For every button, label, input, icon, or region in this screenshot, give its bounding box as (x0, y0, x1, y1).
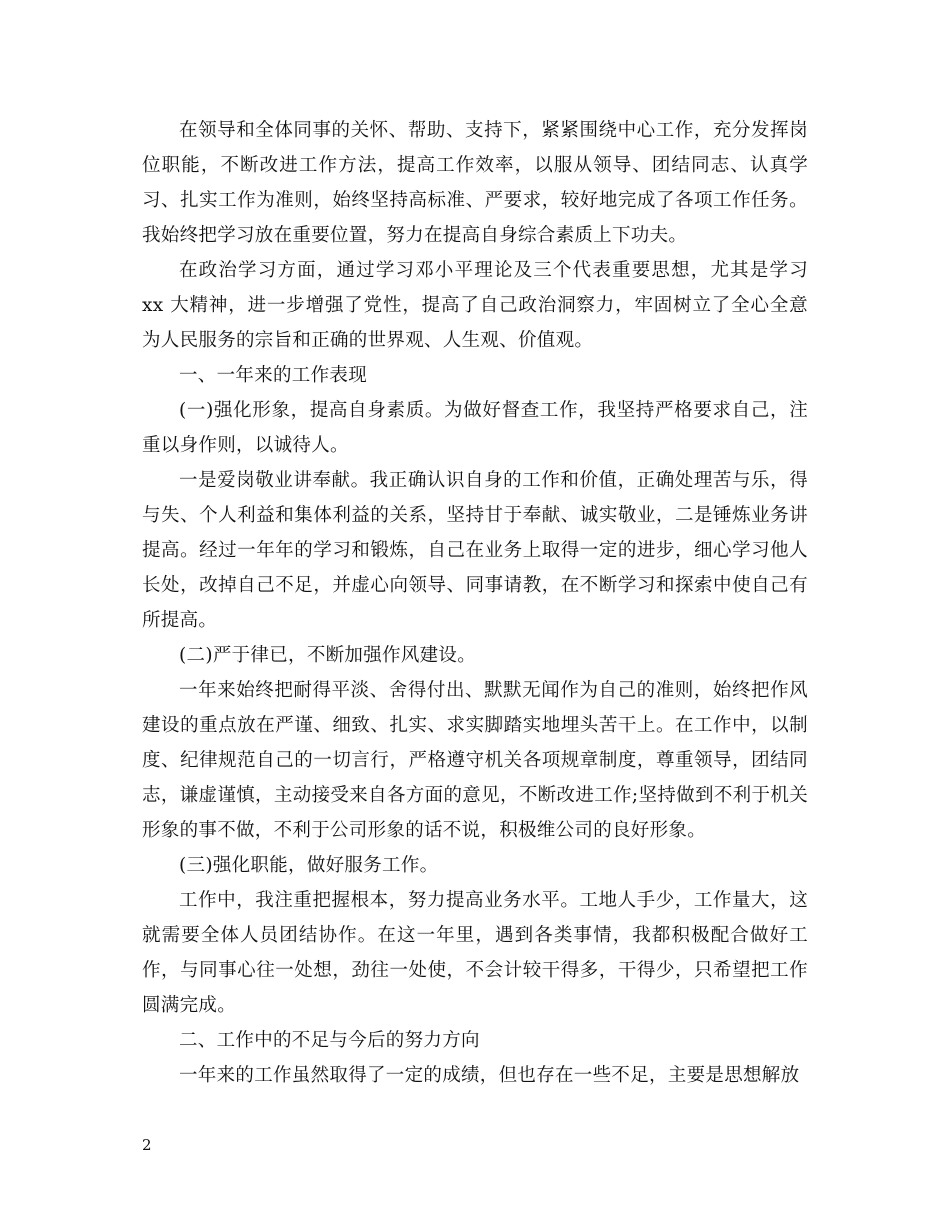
paragraph-teamwork: 工作中，我注重把握根本，努力提高业务水平。工地人手少，工作量大，这就需要全体人员团结协作。在这一年里，遇到各类事情，我都积极配合做好工作，与同事心往一处想，劲往一处使，不会计较干得多，干得少，只希望把工作圆满完成。 (142, 890, 808, 1016)
paragraph-work-style: 一年来始终把耐得平淡、舍得付出、默默无闻作为自己的准则，始终把作风建设的重点放在严谨、细致、扎实、求实脚踏实地埋头苦干上。在工作中，以制度、纪律规范自己的一切言行，严格遵守机关各项规章制度，尊重领导，团结同志，谦虚谨慎，主动接受来自各方面的意见，不断改进工作;坚持做到不利于机关形象的事不做，不利于公司形象的话不说，积极维公司的良好形象。 (142, 680, 808, 841)
paragraph-dedication: 一是爱岗敬业讲奉献。我正确认识自身的工作和价值，正确处理苦与乐，得与失、个人利益和集体利益的关系，坚持甘于奉献、诚实敬业，二是锤炼业务讲提高。经过一年年的学习和锻炼，自己在业务上取得一定的进步，细心学习他人长处，改掉自己不足，并虚心向领导、同事请教，在不断学习和探索中使自己有所提高。 (142, 470, 808, 631)
document-body (142, 113, 808, 1093)
subsection-heading-service: (三)强化职能，做好服务工作。 (179, 855, 439, 876)
subsection-heading-image: (一)强化形象，提高自身素质。为做好督查工作，我坚持严格要求自己，注重以身作则，以诚待人。 (142, 400, 808, 456)
section-heading-work-performance: 一、一年来的工作表现 (179, 365, 368, 386)
section-heading-shortcomings: 二、工作中的不足与今后的努力方向 (179, 1030, 480, 1051)
paragraph-intro: 在领导和全体同事的关怀、帮助、支持下，紧紧围绕中心工作，充分发挥岗位职能，不断改进工作方法，提高工作效率，以服从领导、团结同志、认真学习、扎实工作为准则，始终坚持高标准、严要求，较好地完成了各项工作任务。我始终把学习放在重要位置，努力在提高自身综合素质上下功夫。 (142, 120, 808, 246)
subsection-heading-discipline: (二)严于律已，不断加强作风建设。 (179, 645, 477, 666)
paragraph-political-study: 在政治学习方面，通过学习邓小平理论及三个代表重要思想，尤其是学习 xx 大精神，进一步增强了党性，提高了自己政治洞察力，牢固树立了全心全意为人民服务的宗旨和正确的世界观、人生观、价值观。 (142, 260, 808, 351)
paragraph-shortcomings: 一年来的工作虽然取得了一定的成绩，但也存在一些不足，主要是思想解放 (179, 1065, 800, 1086)
page-number: 2 (142, 1136, 152, 1154)
